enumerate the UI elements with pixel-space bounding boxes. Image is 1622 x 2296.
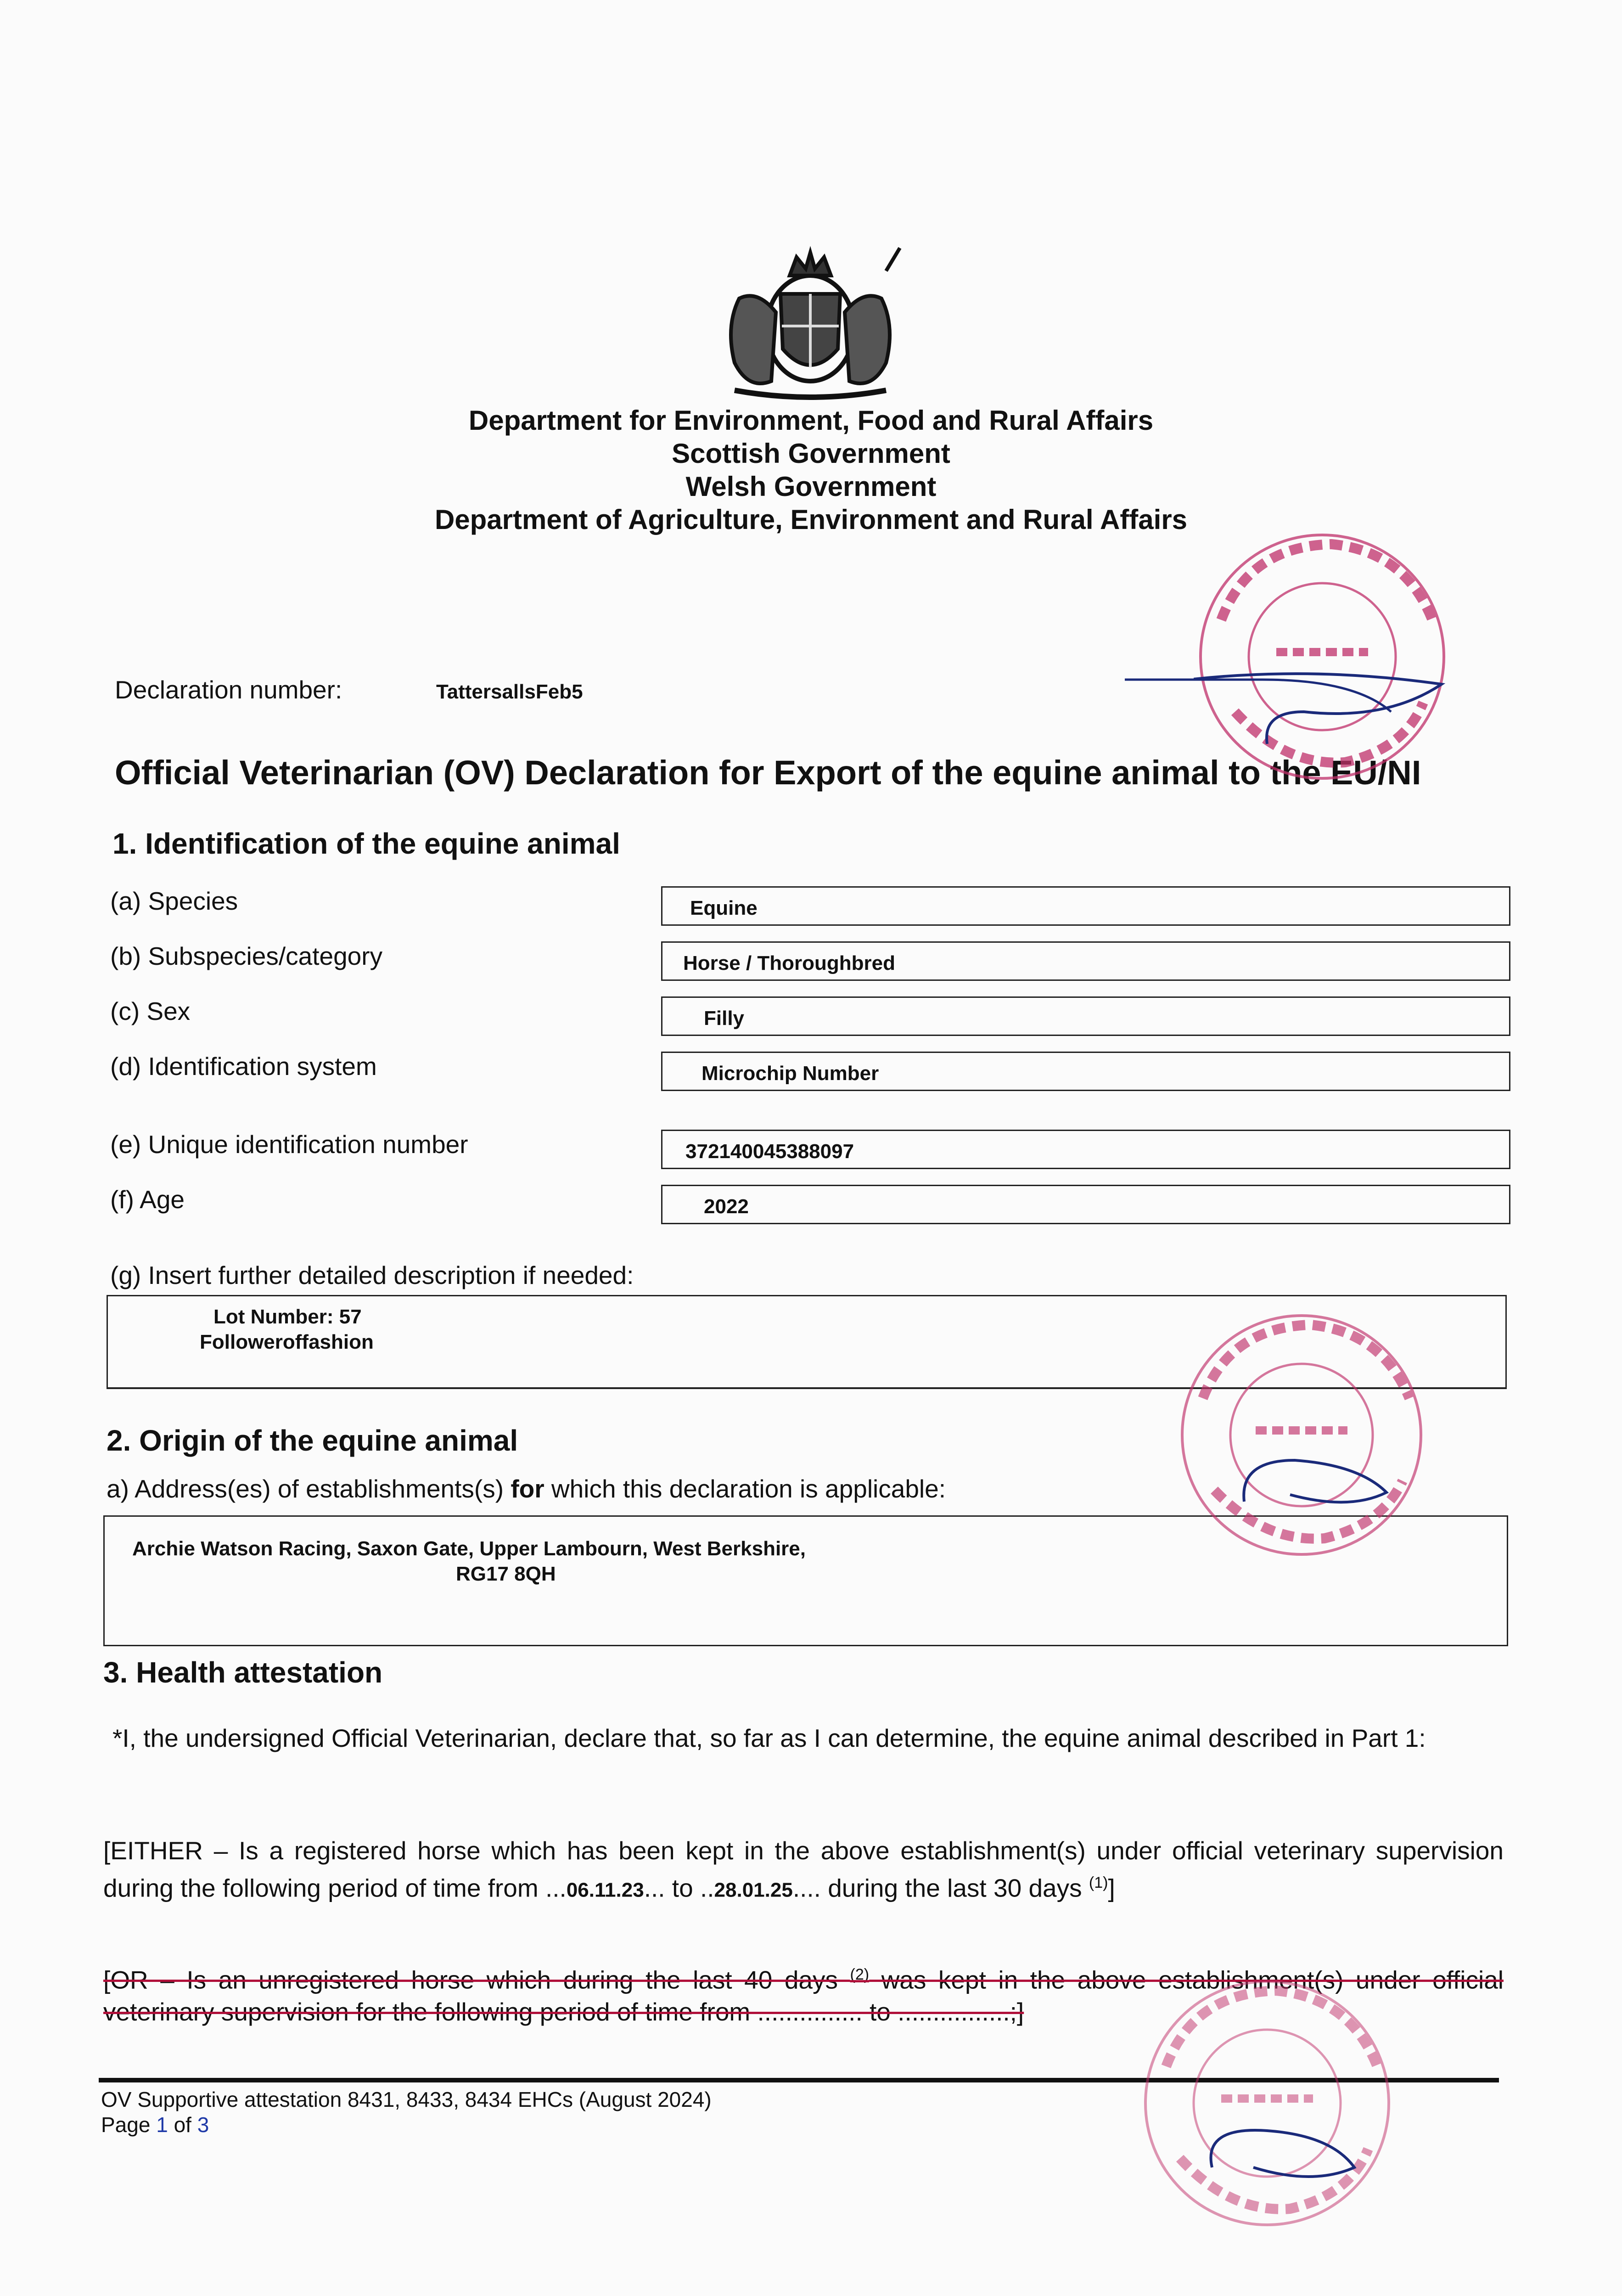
or-footnote-ref: (2) [850, 1966, 870, 1983]
lot-number-text: Lot Number: 57 [213, 1306, 362, 1328]
health-intro-text: *I, the undersigned Official Veterinarian, declare that, so far as I can determine, the equine animal described in Part 1: [112, 1724, 1426, 1752]
official-stamp-2 [1175, 1309, 1428, 1561]
royal-coat-of-arms-logo [707, 243, 914, 404]
ministry-wales: Welsh Government [685, 471, 937, 502]
either-from-date: 06.11.23 [566, 1879, 644, 1902]
address-line2: RG17 8QH [456, 1563, 556, 1585]
sex-field [661, 996, 1510, 1036]
document-title: Official Veterinarian (OV) Declaration for Export of the equine animal to the EU/NI [115, 754, 1421, 792]
ministry-scotland: Scottish Government [672, 438, 950, 469]
horse-name-text: Followeroffashion [200, 1331, 374, 1353]
species-field [661, 886, 1510, 926]
either-part3: .... during the last 30 days [792, 1874, 1089, 1902]
unique-id-field [661, 1130, 1510, 1169]
identification-system-field [661, 1052, 1510, 1091]
unique-id-value: 372140045388097 [685, 1140, 854, 1163]
section2-heading: 2. Origin of the equine animal [107, 1424, 518, 1457]
address-label-part1: a) Address(es) of establishments(s) [107, 1474, 511, 1503]
footer-page-number [101, 2112, 209, 2137]
page-current: 1 [156, 2113, 168, 2137]
page-word: Page [101, 2113, 157, 2137]
subspecies-value: Horse / Thoroughbred [683, 952, 895, 974]
section3-heading: 3. Health attestation [103, 1656, 383, 1689]
footer-attestation: OV Supportive attestation 8431, 8433, 8434 EHCs (August 2024) [101, 2088, 712, 2111]
identification-system-value: Microchip Number [702, 1062, 879, 1085]
ministries-header [0, 404, 1622, 536]
identification-system-label: (d) Identification system [110, 1052, 377, 1080]
description-label: (g) Insert further detailed description if needed: [110, 1261, 634, 1289]
species-value: Equine [690, 897, 758, 919]
species-label: (a) Species [110, 887, 238, 915]
either-part1: [EITHER – Is a registered horse which has been kept in the above establishment(s) under official veterinary supervision during the following period of time from ... [103, 1836, 1504, 1902]
section1-heading: 1. Identification of the equine animal [112, 827, 620, 860]
or-part1: [OR – Is an unregistered horse which during the last 40 days [103, 1965, 850, 1994]
official-stamp-3 [1139, 1975, 1396, 2232]
signature-stroke [1125, 670, 1400, 726]
either-clause [103, 1835, 1504, 1906]
address-line1: Archie Watson Racing, Saxon Gate, Upper Lambourn, West Berkshire, [132, 1537, 806, 1560]
either-part2: ... to .. [644, 1874, 714, 1902]
age-value: 2022 [704, 1195, 749, 1218]
or-part2: was kept in the above establishment(s) under official veterinary supervision for the following period of time from ............... to ................;] [103, 1965, 1504, 2026]
section2-address-label [107, 1474, 946, 1503]
unique-id-label: (e) Unique identification number [110, 1130, 468, 1159]
declaration-number-value: TattersallsFeb5 [436, 681, 583, 703]
sex-label: (c) Sex [110, 997, 191, 1025]
age-label: (f) Age [110, 1185, 185, 1214]
either-to-date: 28.01.25 [714, 1879, 793, 1902]
declaration-number-label: Declaration number: [115, 675, 342, 704]
sex-value: Filly [704, 1007, 745, 1030]
either-footnote-ref: (1) [1089, 1874, 1108, 1891]
either-end: ] [1108, 1874, 1115, 1902]
official-stamp-1 [1194, 528, 1451, 785]
subspecies-label: (b) Subspecies/category [110, 942, 383, 970]
ministry-defra: Department for Environment, Food and Rural Affairs [468, 405, 1154, 436]
subspecies-field [661, 941, 1510, 981]
ministry-daera: Department of Agriculture, Environment and Rural Affairs [434, 504, 1188, 535]
age-field [661, 1185, 1510, 1224]
address-label-bold: for [511, 1474, 544, 1503]
page-total: 3 [197, 2113, 209, 2137]
page-of: of [168, 2113, 197, 2137]
address-label-part2: which this declaration is applicable: [544, 1474, 946, 1503]
